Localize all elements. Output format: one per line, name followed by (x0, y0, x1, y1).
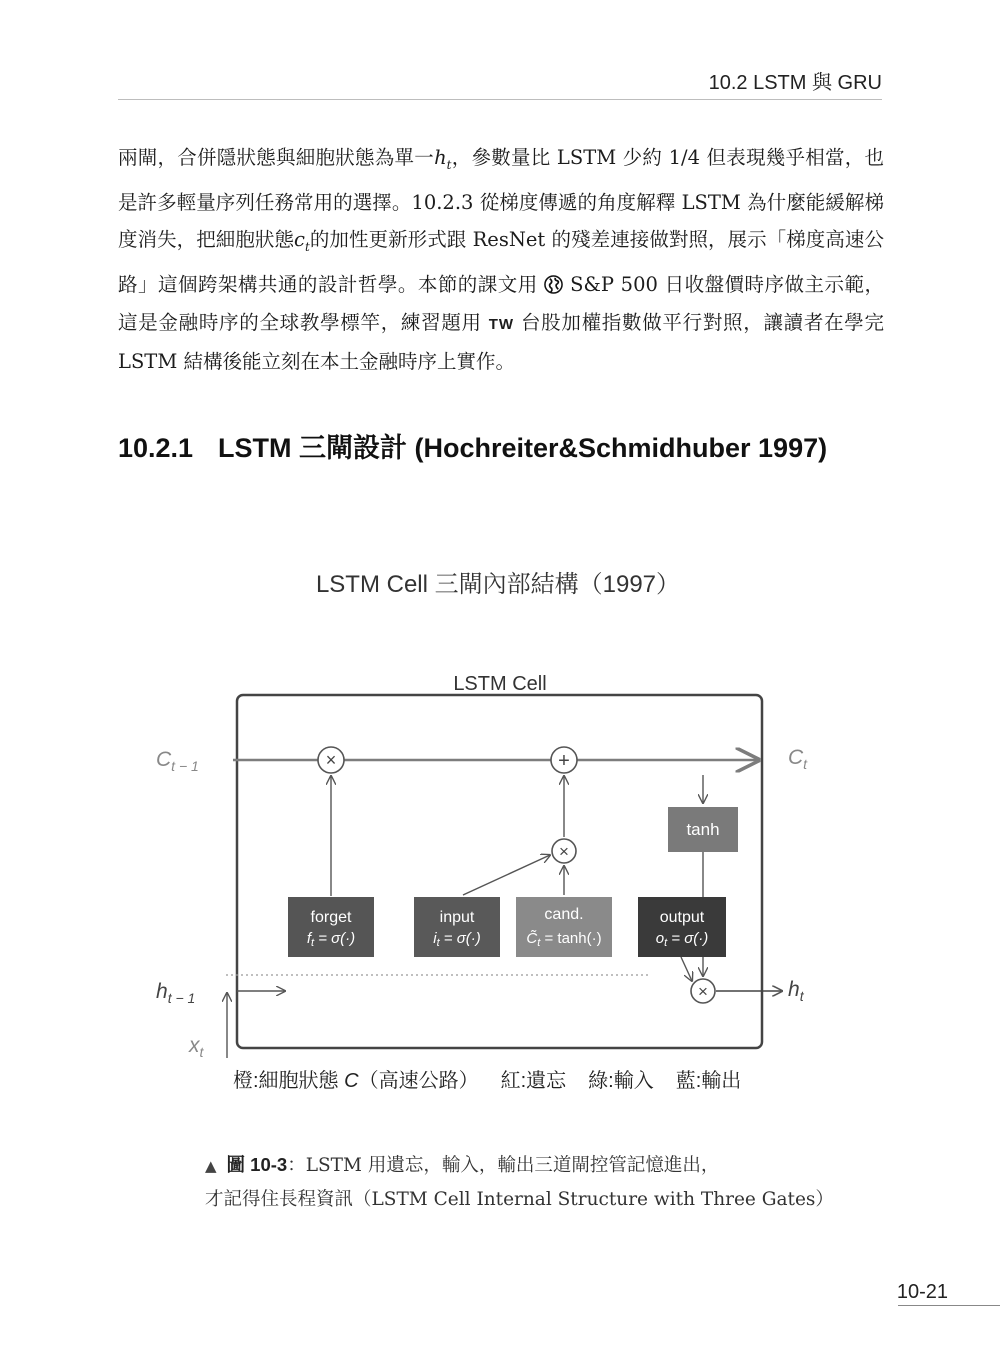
math-h: h (434, 146, 447, 169)
cell-boundary (237, 695, 762, 1048)
add-op (551, 747, 577, 773)
svg-text:ft = σ(·): $f_t = \sigma(\cdot)$ (306, 930, 356, 949)
candidate-box (516, 897, 612, 957)
h-prev-label: $h_{t - 1}$ (156, 980, 196, 1006)
page-number: 10-21 (896, 1281, 948, 1303)
svg-text:+: + (558, 750, 570, 772)
output-gate-arrow (681, 957, 692, 981)
lstm-figure (118, 550, 888, 1095)
output-multiply-op (691, 979, 715, 1003)
figure-caption (205, 1148, 845, 1217)
footer-rule (898, 1305, 1000, 1306)
paragraph-seg1: 兩閘，合併隱狀態與細胞狀態為單一 (118, 146, 435, 169)
svg-text:ot = σ(·): $o_t = \sigma(\cdot)$ (655, 930, 709, 949)
svg-text:forget: forget (310, 909, 352, 926)
x-label: $x_t$ (189, 1034, 204, 1060)
svg-text:input: input (439, 909, 475, 926)
svg-text:C̃t = tanh(·): $C̃_t = \tanh(\cdot)$ (526, 930, 602, 949)
caption-label: 圖 10-3 (226, 1154, 288, 1175)
svg-text:×: × (698, 982, 708, 1001)
input-gate-box (414, 897, 500, 957)
svg-text:cand.: cand. (544, 906, 584, 923)
math-h-sub: t (446, 157, 452, 172)
globe-icon (544, 269, 563, 288)
math-h-t (434, 146, 452, 172)
tanh-box (668, 807, 738, 852)
paragraph-seg2: ，參數量比 LSTM 少約 1/4 但表現幾乎相當，也是許多輕量序列任務常用的選擇。10.2.3 從梯度傳遞的角度解釋 LSTM 為什麼能緩解梯度消失，把細胞狀態 (118, 146, 884, 252)
figure-legend: 橙:細胞狀態 C（高速公路） 紅:遺忘 綠:輸入 藍:輸出 (233, 1070, 742, 1092)
cell-label: LSTM Cell (453, 673, 547, 695)
svg-text:output: output (659, 909, 705, 926)
math-c-t (294, 228, 310, 255)
c-next-label: $C_t$ (788, 746, 808, 772)
h-next-label: $h_t$ (788, 978, 804, 1004)
section-heading (118, 432, 878, 465)
c-prev-label: $C_{t - 1}$ (156, 748, 199, 774)
paragraph-seg3: 的加性更新形式跟 ResNet 的殘差連接做對照，展示「梯度高速公路」這個跨架構共通的設計哲學。本節的課文用 (118, 228, 884, 297)
lstm-diagram (118, 550, 888, 1095)
input-multiply-op (552, 839, 576, 863)
svg-text:tanh: tanh (686, 820, 720, 839)
math-c-sub: t (304, 240, 310, 255)
caption-line2: 才記得住長程資訊（LSTM Cell Internal Structure with Three Gates） (205, 1189, 834, 1210)
running-head: 10.2 LSTM 與 GRU (708, 72, 882, 94)
forget-multiply-op (318, 747, 344, 773)
svg-text:it = σ(·): $i_t = \sigma(\cdot)$ (433, 930, 481, 949)
svg-text:×: × (559, 842, 569, 861)
tw-badge: TW (488, 315, 515, 333)
section-number: 10.2.1 (118, 433, 194, 463)
caption-marker: ▲ (205, 1157, 217, 1175)
section-title: LSTM 三閘設計 (Hochreiter&Schmidhuber 1997) (218, 433, 828, 463)
forget-gate-box (288, 897, 374, 957)
figure-title: LSTM Cell 三閘內部結構（1997） (315, 571, 681, 598)
math-c: c (294, 228, 305, 252)
input-gate-arrow (463, 855, 550, 895)
header-rule (118, 99, 882, 100)
output-gate-box (638, 897, 726, 957)
svg-text:×: × (325, 750, 337, 770)
caption-line1: ：LSTM 用遺忘，輸入，輸出三道閘控管記憶進出， (287, 1155, 720, 1176)
body-paragraph (118, 139, 884, 380)
paragraph-seg4: S&P 500 日收盤價時序做主示範，這是金融時序的全球教學標竿，練習題用 (118, 273, 884, 334)
paragraph-seg5: 台股加權指數做平行對照，讓讀者在學完 LSTM 結構後能立刻在本土金融時序上實作。 (118, 310, 884, 373)
